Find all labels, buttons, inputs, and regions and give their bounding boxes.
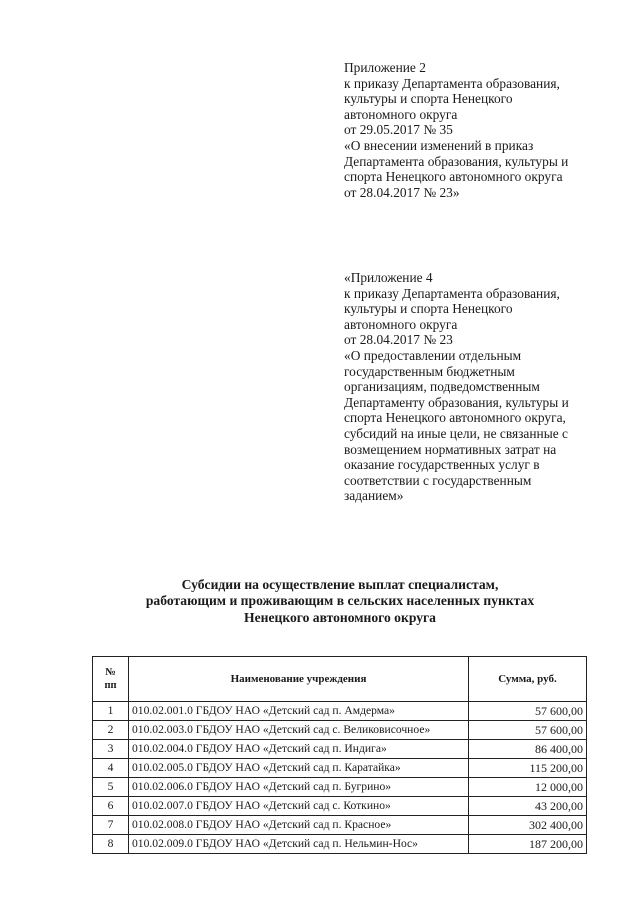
title-line: работающим и проживающим в сельских населенных пунктах <box>145 593 535 609</box>
row-name: 010.02.006.0 ГБДОУ НАО «Детский сад п. Бугрино» <box>129 778 469 797</box>
row-sum: 57 600,00 <box>469 721 587 740</box>
table-row <box>93 721 587 740</box>
header-sum: Сумма, руб. <box>469 657 587 702</box>
appendix-2-line: к приказу Департамента образования, <box>344 75 560 91</box>
appendix-2-line: от 29.05.2017 № 35 <box>344 122 453 138</box>
row-number: 4 <box>93 759 129 778</box>
title-line: Субсидии на осуществление выплат специалистам, <box>181 577 499 592</box>
appendix-4-line: соответствии с государственным <box>344 472 532 488</box>
row-sum: 115 200,00 <box>469 759 587 778</box>
table-row <box>93 835 587 854</box>
row-sum: 86 400,00 <box>469 740 587 759</box>
table-row <box>93 740 587 759</box>
appendix-2-header <box>344 60 594 200</box>
appendix-4-line: «Приложение 4 <box>344 270 433 285</box>
appendix-2-line: «О внесении изменений в приказ <box>344 137 534 153</box>
appendix-2-line: Приложение 2 <box>344 60 426 75</box>
appendix-4-line: государственным бюджетным <box>344 363 515 379</box>
row-sum: 43 200,00 <box>469 797 587 816</box>
appendix-4-line: оказание государственных услуг в <box>344 457 540 473</box>
appendix-4-line: от 28.04.2017 № 23 <box>344 332 453 348</box>
row-name: 010.02.009.0 ГБДОУ НАО «Детский сад п. Нельмин-Нос» <box>129 835 469 854</box>
appendix-4-line: субсидий на иные цели, не связанные с <box>344 425 568 441</box>
appendix-4-line: культуры и спорта Ненецкого <box>344 301 513 317</box>
table-row <box>93 816 587 835</box>
appendix-4-line: возмещением нормативных затрат на <box>344 441 557 457</box>
table-row <box>93 702 587 721</box>
row-name: 010.02.001.0 ГБДОУ НАО «Детский сад п. Амдерма» <box>129 702 469 721</box>
appendix-4-line: спорта Ненецкого автономного округа, <box>344 410 566 426</box>
document-title <box>0 577 640 626</box>
row-name: 010.02.004.0 ГБДОУ НАО «Детский сад п. Индига» <box>129 740 469 759</box>
row-number: 3 <box>93 740 129 759</box>
row-name: 010.02.008.0 ГБДОУ НАО «Детский сад п. Красное» <box>129 816 469 835</box>
appendix-4-line: заданием» <box>344 488 404 504</box>
row-number: 7 <box>93 816 129 835</box>
appendix-4-line: организациям, подведомственным <box>344 379 540 395</box>
header-name: Наименование учреждения <box>129 657 469 702</box>
appendix-2-line: культуры и спорта Ненецкого <box>344 91 513 107</box>
appendix-2-line: автономного округа <box>344 106 458 122</box>
row-number: 6 <box>93 797 129 816</box>
row-name: 010.02.007.0 ГБДОУ НАО «Детский сад с. Коткино» <box>129 797 469 816</box>
appendix-2-line: Департамента образования, культуры и <box>344 153 569 169</box>
row-number: 1 <box>93 702 129 721</box>
appendix-4-header <box>344 270 594 504</box>
table-row <box>93 778 587 797</box>
appendix-2-line: спорта Ненецкого автономного округа <box>344 169 563 185</box>
appendix-4-line: автономного округа <box>344 316 458 332</box>
header-number-line2: пп <box>104 680 117 691</box>
appendix-2-line: от 28.04.2017 № 23» <box>344 184 460 200</box>
row-name: 010.02.005.0 ГБДОУ НАО «Детский сад п. Каратайка» <box>129 759 469 778</box>
row-number: 8 <box>93 835 129 854</box>
appendix-4-line: «О предоставлении отдельным <box>344 347 522 363</box>
header-number-line1: № <box>105 667 116 678</box>
row-sum: 57 600,00 <box>469 702 587 721</box>
row-sum: 302 400,00 <box>469 816 587 835</box>
row-name: 010.02.003.0 ГБДОУ НАО «Детский сад с. Великовисочное» <box>129 721 469 740</box>
row-sum: 12 000,00 <box>469 778 587 797</box>
table-row <box>93 797 587 816</box>
row-sum: 187 200,00 <box>469 835 587 854</box>
row-number: 5 <box>93 778 129 797</box>
row-number: 2 <box>93 721 129 740</box>
table-row <box>93 759 587 778</box>
appendix-4-line: к приказу Департамента образования, <box>344 285 560 301</box>
subsidies-table <box>92 656 587 854</box>
header-number <box>93 657 129 702</box>
title-line: Ненецкого автономного округа <box>244 609 436 625</box>
appendix-4-line: Департаменту образования, культуры и <box>344 394 569 410</box>
table-header-row <box>93 657 587 702</box>
